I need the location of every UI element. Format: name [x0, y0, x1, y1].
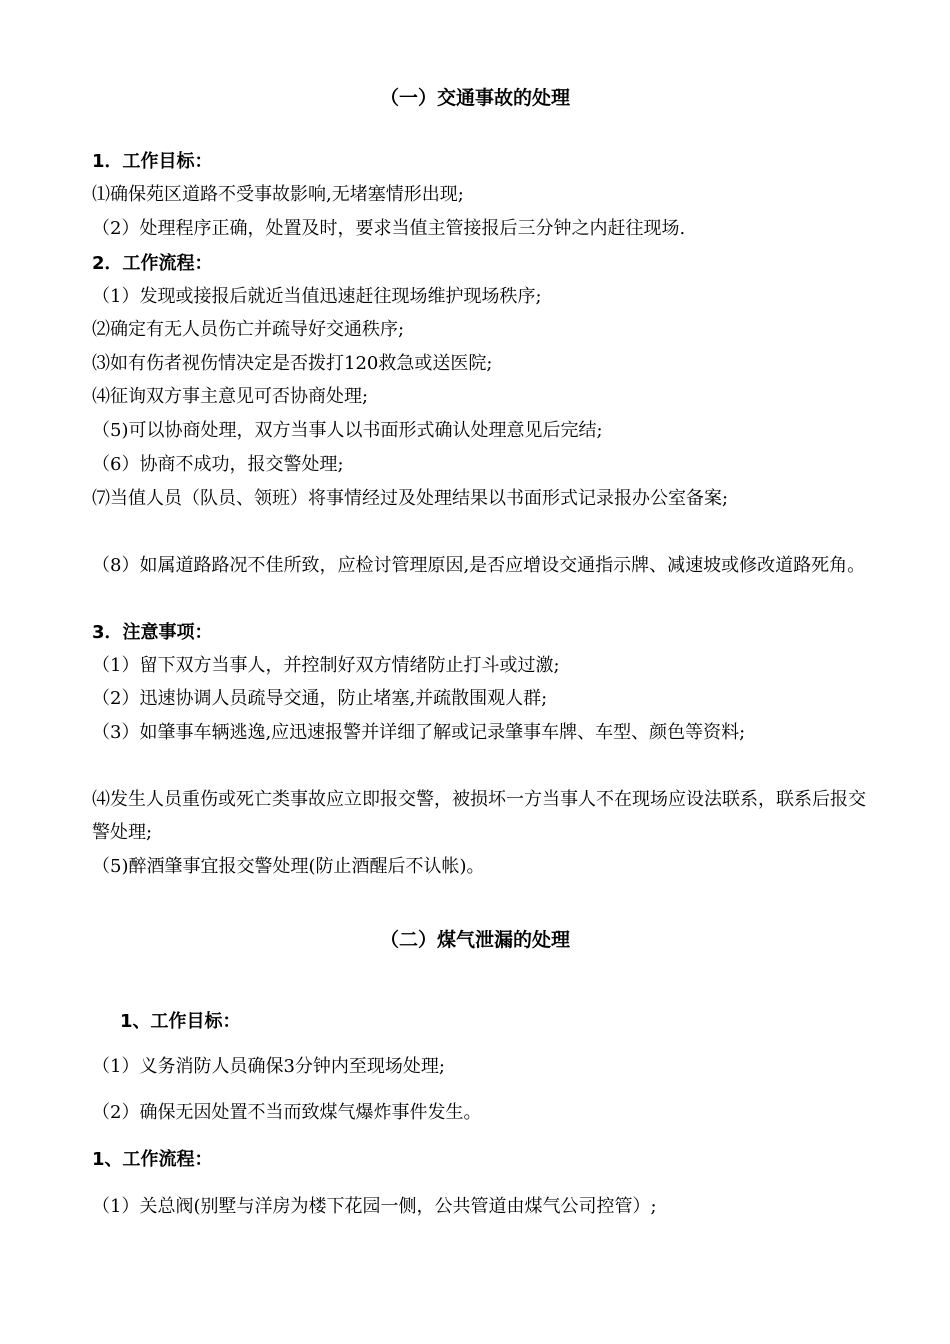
section1-process-heading: 2．工作流程： — [92, 253, 213, 274]
section1-note-item-3: （3）如肇事车辆逃逸,应迅速报警并详细了解或记录肇事车牌、车型、颜色等资料; — [92, 722, 746, 743]
section1-note-item-1: （1）留下双方当事人，并控制好双方情绪防止打斗或过激; — [92, 655, 560, 676]
section1-title: （一）交通事故的处理 — [379, 87, 570, 109]
section2-goal-item-1: （1）义务消防人员确保3分钟内至现场处理; — [92, 1056, 445, 1077]
section1-note-item-5: （5)醉酒肇事宜报交警处理(防止酒醒后不认帐)。 — [92, 856, 485, 877]
section2-goal-item-2: （2）确保无因处置不当而致煤气爆炸事件发生。 — [92, 1102, 482, 1123]
section1-process-item-5: （5)可以协商处理，双方当事人以书面形式确认处理意见后完结; — [92, 420, 603, 441]
section1-process-item-7: ⑺当值人员（队员、领班）将事情经过及处理结果以书面形式记录报办公室备案; — [92, 488, 729, 509]
section2-process-heading: 1、工作流程： — [92, 1149, 213, 1170]
section1-process-item-1: （1）发现或接报后就近当值迅速赶往现场维护现场秩序; — [92, 286, 542, 307]
section1-goal-item-1: ⑴确保苑区道路不受事故影响,无堵塞情形出现; — [92, 184, 464, 205]
section1-note-item-4: ⑷发生人员重伤或死亡类事故应立即报交警，被损坏一方当事人不在现场应设法联系，联系后报交警处理; — [92, 789, 866, 843]
section1-process-item-6: （6）协商不成功，报交警处理; — [92, 454, 344, 475]
section1-goals-heading: 1．工作目标： — [92, 151, 213, 172]
section1-process-item-2: ⑵确定有无人员伤亡并疏导好交通秩序; — [92, 319, 405, 340]
section1-notes-heading: 3．注意事项： — [92, 622, 213, 643]
section2-title: （二）煤气泄漏的处理 — [379, 929, 570, 951]
section1-note-item-2: （2）迅速协调人员疏导交通，防止堵塞,并疏散围观人群; — [92, 688, 548, 709]
section1-process-item-8: （8）如属道路路况不佳所致，应检讨管理原因,是否应增设交通指示牌、减速坡或修改道路死角。 — [92, 555, 866, 576]
section2-goals-heading: 1、工作目标： — [120, 1011, 241, 1032]
section1-process-item-4: ⑷征询双方事主意见可否协商处理; — [92, 386, 369, 407]
section1-goal-item-2: （2）处理程序正确，处置及时，要求当值主管接报后三分钟之内赶往现场. — [92, 218, 686, 239]
section2-process-item-1: （1）关总阀(别墅与洋房为楼下花园一侧，公共管道由煤气公司控管）; — [92, 1196, 657, 1217]
section1-process-item-3: ⑶如有伤者视伤情决定是否拨打120救急或送医院; — [92, 353, 493, 374]
